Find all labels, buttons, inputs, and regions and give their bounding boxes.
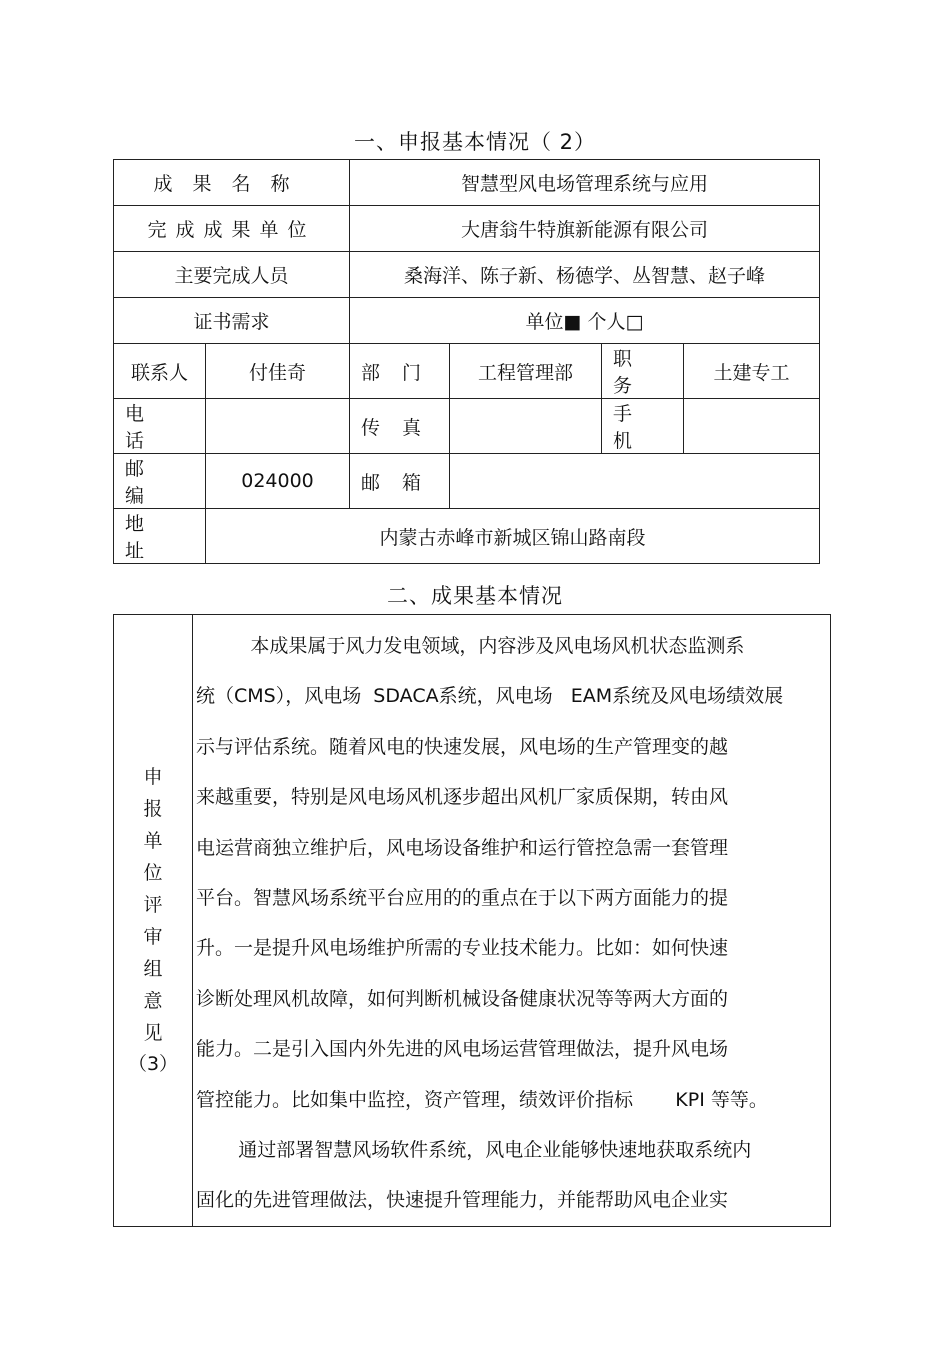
paragraph-line: 固化的先进管理做法，快速提升管理能力，并能帮助风电企业实 [196,1189,729,1212]
postcode-label: 邮编 [114,454,206,509]
paragraph-line: 能力。二是引入国内外先进的风电场运营管理做法，提升风电场 [196,1038,729,1061]
table-row [114,615,831,1227]
unit-label: 完成成果单位 [114,206,350,252]
paragraph-line: 示与评估系统。随着风电的快速发展，风电场的生产管理变的越 [196,735,729,758]
members-value: 桑海洋、陈子新、杨德学、丛智慧、赵子峰 [350,252,820,298]
paragraph-line: 本成果属于风力发电领域，内容涉及风电场风机状态监测系 [196,635,745,657]
paragraph-line: 升。一是提升风电场维护所需的专业技术能力。比如：如何快速 [196,937,729,960]
mobile-value [684,399,820,454]
mobile-label: 手机 [602,399,684,454]
fax-label: 传真 [350,399,450,454]
paragraph-line: 电运营商独立维护后，风电场设备维护和运行管控急需一套管理 [196,836,729,859]
table-row [114,160,820,206]
achievement-description [193,615,831,1227]
achievement-table [113,614,831,1227]
phone-value [206,399,350,454]
address-value: 内蒙古赤峰市新城区锦山路南段 [206,509,820,564]
contact-value: 付佳奇 [206,344,350,399]
paragraph-line: 平台。智慧风场系统平台应用的的重点在于以下两方面能力的提 [196,887,729,910]
review-opinion-label-suffix: （3） [127,1053,179,1076]
paragraph-line: 统（CMS），风电场 SDACA系统，风电场 EAM系统及风电场绩效展 [196,685,784,708]
project-name-label: 成果名称 [114,160,350,206]
email-label: 邮箱 [350,454,450,509]
unit-value: 大唐翁牛特旗新能源有限公司 [350,206,820,252]
postcode-value: 024000 [206,454,350,509]
table-row [114,399,820,454]
basic-info-table [113,159,820,564]
dept-value: 工程管理部 [450,344,602,399]
position-label: 职务 [602,344,684,399]
paragraph-line: 通过部署智慧风场软件系统，风电企业能够快速地获取系统内 [196,1139,752,1162]
table-row [114,454,820,509]
address-label: 地址 [114,509,206,564]
review-opinion-label [114,615,193,1227]
cert-value: 单位■ 个人□ [350,298,820,344]
position-value: 土建专工 [684,344,820,399]
table-row [114,344,820,399]
table-row [114,509,820,564]
dept-label: 部门 [350,344,450,399]
achievement-paragraph [193,615,830,1226]
project-name-value: 智慧型风电场管理系统与应用 [350,160,820,206]
members-label: 主要完成人员 [114,252,350,298]
paragraph-line: 管控能力。比如集中监控，资产管理，绩效评价指标 KPI 等等。 [196,1088,768,1111]
paragraph-line: 诊断处理风机故障，如何判断机械设备健康状况等等两大方面的 [196,987,729,1010]
paragraph-line: 来越重要，特别是风电场风机逐步超出风机厂家质保期，转由风 [196,786,729,809]
section1-title: 一、申报基本情况（ 2） [353,130,597,154]
section2-title: 二、成果基本情况 [387,584,563,608]
fax-value [450,399,602,454]
cert-label: 证书需求 [114,298,350,344]
review-opinion-label-text: 申报单位评审组意见 [143,766,163,1045]
table-row [114,206,820,252]
phone-label: 电话 [114,399,206,454]
email-value [450,454,820,509]
contact-label: 联系人 [114,344,206,399]
table-row [114,298,820,344]
table-row [114,252,820,298]
